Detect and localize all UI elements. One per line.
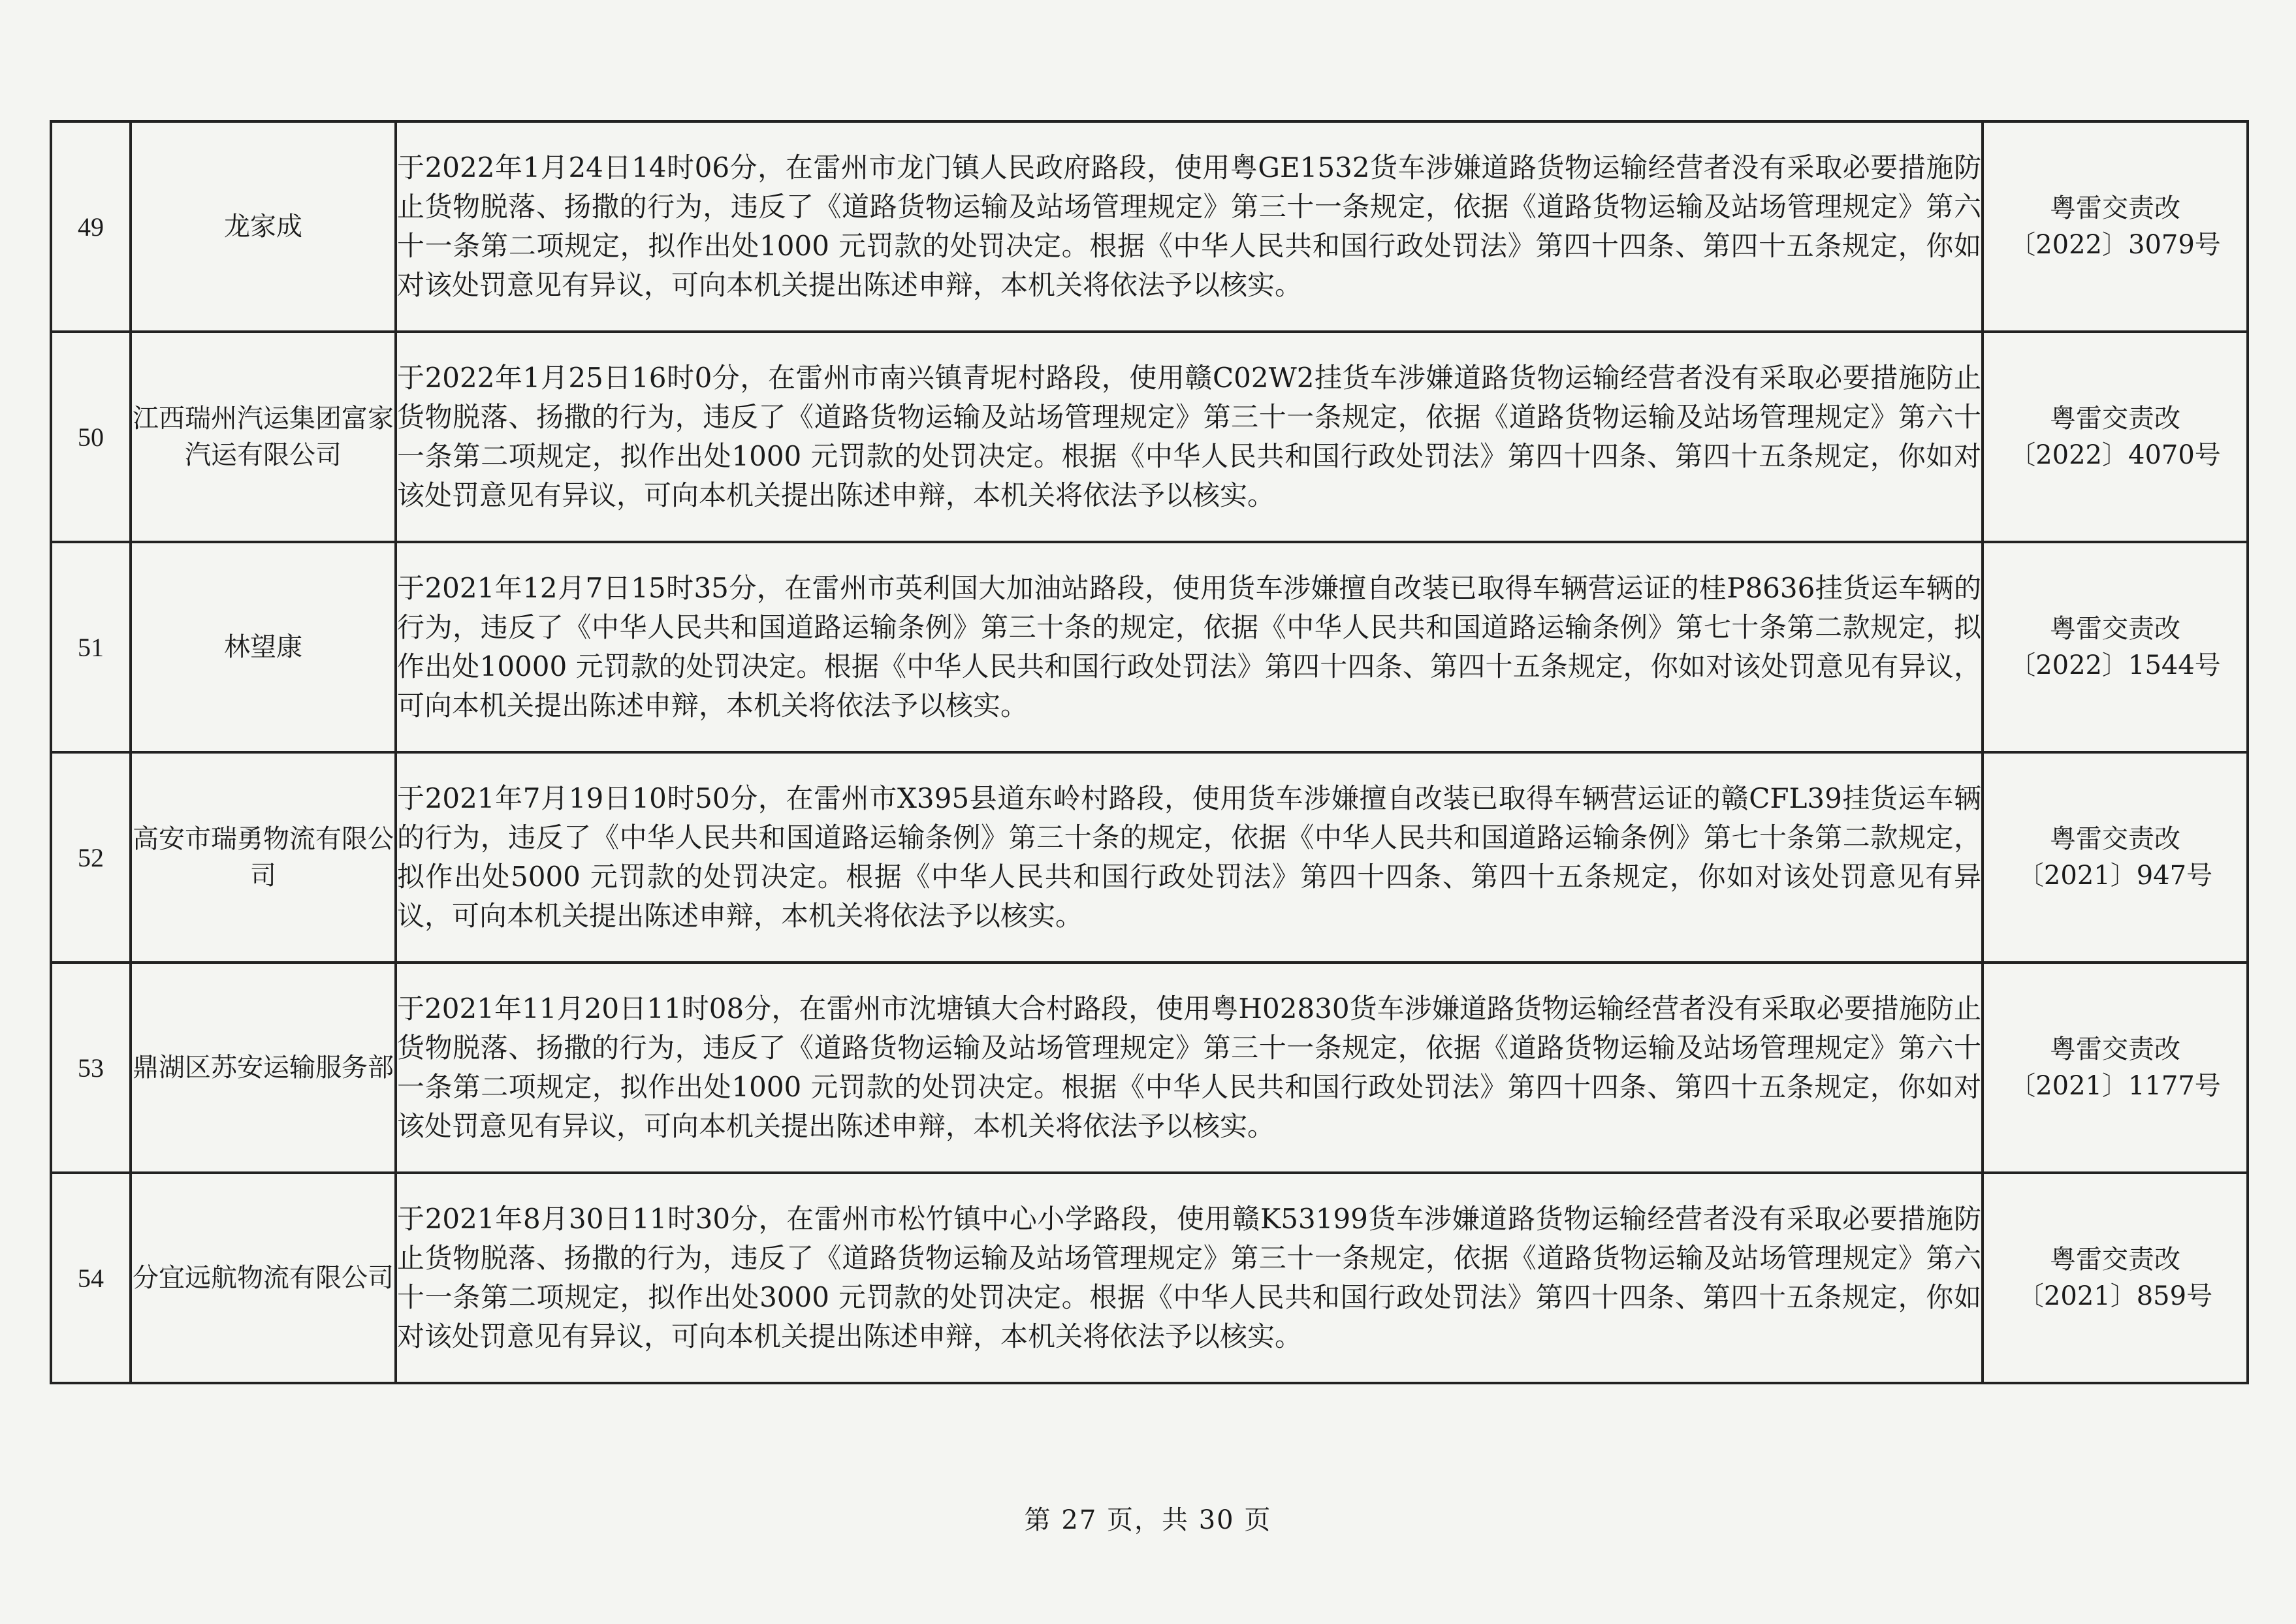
table-row xyxy=(51,121,2248,332)
document-serial: 〔2022〕3079号 xyxy=(2009,230,2221,260)
violation-description: 于2021年8月30日11时30分，在雷州市松竹镇中心小学路段，使用赣K53199货车涉嫌道路货物运输经营者没有采取必要措施防止货物脱落、扬撒的行为，违反了《道路货物运输及站场管理规定》第三十一条规定，依据《道路货物运输及站场管理规定》第六十一条第二项规定，拟作出处3000 元罚款的处罚决定。根据《中华人民共和国行政处罚法》第四十四条、第四十五条规定，你如对该处罚意见有异议，可向本机关提出陈述申辩，本机关将依法予以核实。 xyxy=(396,1173,1983,1383)
document-serial: 〔2021〕859号 xyxy=(2017,1281,2213,1311)
document-number xyxy=(1983,332,2248,542)
document-serial: 〔2021〕947号 xyxy=(2017,861,2213,891)
row-number: 52 xyxy=(51,752,131,963)
document-serial: 〔2022〕4070号 xyxy=(2009,440,2221,470)
document-number xyxy=(1983,752,2248,963)
row-number: 54 xyxy=(51,1173,131,1383)
violation-description: 于2022年1月25日16时0分，在雷州市南兴镇青坭村路段，使用赣C02W2挂货车涉嫌道路货物运输经营者没有采取必要措施防止货物脱落、扬撒的行为，违反了《道路货物运输及站场管理规定》第三十一条规定，依据《道路货物运输及站场管理规定》第六十一条第二项规定，拟作出处1000 元罚款的处罚决定。根据《中华人民共和国行政处罚法》第四十四条、第四十五条规定，你如对该处罚意见有异议，可向本机关提出陈述申辩，本机关将依法予以核实。 xyxy=(396,332,1983,542)
row-number: 53 xyxy=(51,963,131,1173)
party-name: 鼎湖区苏安运输服务部 xyxy=(131,963,396,1173)
document-serial: 〔2021〕1177号 xyxy=(2009,1071,2221,1101)
row-number: 51 xyxy=(51,542,131,752)
document-number xyxy=(1983,542,2248,752)
document-prefix: 粤雷交责改 xyxy=(2050,1034,2180,1064)
violation-description: 于2021年12月7日15时35分，在雷州市英利国大加油站路段，使用货车涉嫌擅自改装已取得车辆营运证的桂P8636挂货运车辆的行为，违反了《中华人民共和国道路运输条例》第三十条的规定，依据《中华人民共和国道路运输条例》第七十条第二款规定，拟作出处10000 元罚款的处罚决定。根据《中华人民共和国行政处罚法》第四十四条、第四十五条规定，你如对该处罚意见有异议，可向本机关提出陈述申辩，本机关将依法予以核实。 xyxy=(396,542,1983,752)
party-name: 分宜远航物流有限公司 xyxy=(131,1173,396,1383)
document-number xyxy=(1983,121,2248,332)
document-serial: 〔2022〕1544号 xyxy=(2009,650,2221,680)
page-number: 第 27 页，共 30 页 xyxy=(1024,1505,1272,1535)
table-row xyxy=(51,1173,2248,1383)
table-row xyxy=(51,752,2248,963)
document-prefix: 粤雷交责改 xyxy=(2050,193,2180,223)
row-number: 49 xyxy=(51,121,131,332)
document-prefix: 粤雷交责改 xyxy=(2050,824,2180,854)
party-name: 龙家成 xyxy=(131,121,396,332)
table-row xyxy=(51,542,2248,752)
violation-description: 于2021年11月20日11时08分，在雷州市沈塘镇大合村路段，使用粤H02830货车涉嫌道路货物运输经营者没有采取必要措施防止货物脱落、扬撒的行为，违反了《道路货物运输及站场管理规定》第三十一条规定，依据《道路货物运输及站场管理规定》第六十一条第二项规定，拟作出处1000 元罚款的处罚决定。根据《中华人民共和国行政处罚法》第四十四条、第四十五条规定，你如对该处罚意见有异议，可向本机关提出陈述申辩，本机关将依法予以核实。 xyxy=(396,963,1983,1173)
document-prefix: 粤雷交责改 xyxy=(2050,404,2180,434)
penalty-notice-table xyxy=(50,120,2249,1384)
row-number: 50 xyxy=(51,332,131,542)
violation-description: 于2021年7月19日10时50分，在雷州市X395县道东岭村路段，使用货车涉嫌擅自改装已取得车辆营运证的赣CFL39挂货运车辆的行为，违反了《中华人民共和国道路运输条例》第三十条的规定，依据《中华人民共和国道路运输条例》第七十条第二款规定，拟作出处5000 元罚款的处罚决定。根据《中华人民共和国行政处罚法》第四十四条、第四十五条规定，你如对该处罚意见有异议，可向本机关提出陈述申辩，本机关将依法予以核实。 xyxy=(396,752,1983,963)
document-number xyxy=(1983,963,2248,1173)
document-number xyxy=(1983,1173,2248,1383)
party-name: 林望康 xyxy=(131,542,396,752)
document-prefix: 粤雷交责改 xyxy=(2050,614,2180,644)
document-prefix: 粤雷交责改 xyxy=(2050,1245,2180,1275)
party-name: 高安市瑞勇物流有限公司 xyxy=(131,752,396,963)
table-row xyxy=(51,963,2248,1173)
party-name: 江西瑞州汽运集团富家汽运有限公司 xyxy=(131,332,396,542)
violation-description: 于2022年1月24日14时06分，在雷州市龙门镇人民政府路段，使用粤GE1532货车涉嫌道路货物运输经营者没有采取必要措施防止货物脱落、扬撒的行为，违反了《道路货物运输及站场管理规定》第三十一条规定，依据《道路货物运输及站场管理规定》第六十一条第二项规定，拟作出处1000 元罚款的处罚决定。根据《中华人民共和国行政处罚法》第四十四条、第四十五条规定，你如对该处罚意见有异议，可向本机关提出陈述申辩，本机关将依法予以核实。 xyxy=(396,121,1983,332)
table-row xyxy=(51,332,2248,542)
